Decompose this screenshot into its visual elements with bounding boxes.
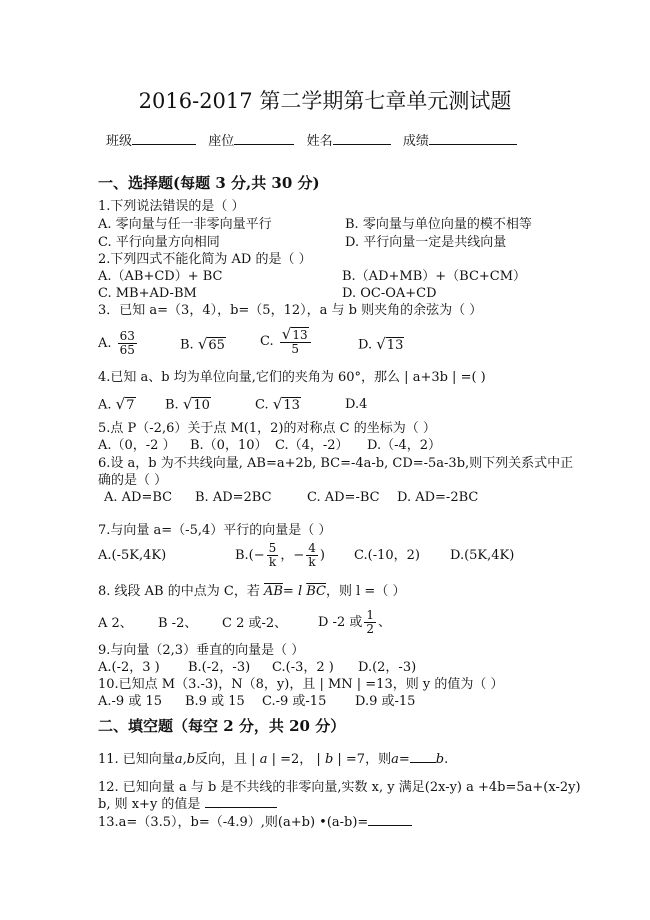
q9-option-d: D.(2，-3) (358, 660, 417, 675)
q2-stem: 2.下列四式不能化简为 AD 的是（ ） (98, 252, 312, 267)
q8-option-a: A 2、 (98, 616, 133, 631)
q10-option-a: A.-9 或 15 (98, 694, 162, 709)
student-info-row (106, 130, 517, 149)
seat-label: 座位 (208, 134, 235, 149)
q9-option-c: C.(-3，2 ) (272, 660, 334, 675)
section-heading-choice: 一、选择题(每题 3 分,共 30 分) (98, 174, 320, 192)
q2-option-c: C. MB+AD-BM (98, 286, 197, 301)
q2-option-d: D. OC-OA+CD (342, 286, 437, 301)
q5-option-b: B.（0，10） (190, 438, 268, 453)
sqrt-symbol: √13 (376, 335, 404, 353)
q5-option-d: D.（-4，2） (367, 438, 442, 453)
q12-line1: 12. 已知向量 a 与 b 是不共线的非零向量,实数 x, y 满足(2x-y) a +4b=5a+(x-2y) (98, 780, 581, 795)
q8-option-b: B -2、 (158, 616, 198, 631)
q3-option-c: C. $\frac{√13}{5}$ (260, 326, 313, 358)
q7-option-d: D.(5K,4K) (450, 548, 515, 563)
q1-option-d: D. 平行向量一定是共线向量 (345, 235, 507, 250)
q7-option-a: A.(-5K,4K) (98, 548, 167, 563)
q10-stem: 10.已知点 M（3.-3)，N（8，y)，且 | MN | =13，则 y 的值为（ ） (98, 677, 504, 692)
section-heading-fill: 二、填空题（每空 2 分，共 20 分） (98, 717, 346, 735)
q3-option-d: D. √13 (358, 335, 404, 353)
q2-option-a: A.（AB+CD）+ BC (98, 269, 223, 284)
q1-option-c: C. 平行向量方向相同 (98, 235, 220, 250)
page-title: 2016-2017 第二学期第七章单元测试题 (138, 89, 512, 113)
name-blank[interactable] (333, 144, 391, 145)
q11-text: 11. 已知向量a,b反向，且 | a | =2， | b | =7，则a= b. (98, 752, 449, 767)
q4-option-b: B. √10 (165, 395, 210, 413)
vector-ab: $\overline{AB}$ (263, 584, 283, 599)
score-blank[interactable] (429, 144, 517, 145)
q6-option-c: C. AD=-BC (307, 490, 380, 505)
q6-option-b: B. AD=2BC (195, 490, 272, 505)
q1-option-a: A. 零向量与任一非零向量平行 (98, 217, 272, 232)
seat-blank[interactable] (234, 144, 294, 145)
q1-option-b: B. 零向量与单位向量的模不相等 (345, 217, 532, 232)
score-label: 成绩 (402, 134, 429, 149)
q7-stem: 7.与向量 a=（-5,4）平行的向量是（ ） (98, 523, 332, 538)
q7-option-c: C.(-10，2) (354, 548, 420, 563)
q12-line2: b, 则 x+y 的值是 (98, 797, 277, 813)
fraction: $\frac{63}{65}$ (119, 329, 135, 357)
q4-option-a: A. √7 (98, 395, 135, 413)
q2-option-b: B.（AD+MB）+（BC+CM） (342, 269, 527, 284)
q5-stem: 5.点 P（-2,6）关于点 M(1，2)的对称点 C 的坐标为（ ） (98, 421, 436, 436)
q6-option-d: D. AD=-2BC (397, 490, 479, 505)
class-blank[interactable] (132, 144, 196, 145)
q1-stem: 1.下列说法错误的是（ ） (98, 199, 245, 214)
q3-stem: 3．已知 a=（3，4），b=（5，12），a 与 b 则夹角的余弦为（ ） (98, 303, 483, 318)
q7-option-b: B.(− $\frac{5}{k}$ ，− $\frac{4}{k}$ ) (235, 541, 325, 569)
q8-option-d: D -2 或 $\frac{1}{2}$ 、 (318, 608, 392, 636)
q6-option-a: A. AD=BC (104, 490, 173, 505)
q4-option-c: C. √13 (255, 395, 300, 413)
q8-stem: 8. 线段 AB 的中点为 C，若 $\overline{AB}= l$ $\overline{BC}$，则 l =（ ） (98, 584, 406, 599)
q4-stem: 4.已知 a、b 均为单位向量,它们的夹角为 60°，那么 | a+3b | =( ) (98, 370, 486, 385)
q3-option-a: A. $\frac{63}{65}$ (98, 329, 135, 357)
q5-option-c: C.（4，-2） (275, 438, 349, 453)
sqrt-symbol: √65 (197, 335, 225, 353)
q11-answer-blank[interactable] (410, 762, 436, 763)
q6-stem-line2: 确的是（ ） (98, 473, 168, 488)
name-label: 姓名 (306, 134, 333, 149)
q13-text: 13.a=（3.5），b=（-4.9）,则(a+b) •(a-b)= (98, 815, 412, 831)
q4-option-d: D.4 (345, 397, 368, 412)
q5-option-a: A.（0，-2 ） (98, 438, 176, 453)
vector-bc: $\overline{BC}$ (306, 584, 326, 599)
class-label: 班级 (106, 134, 133, 149)
q8-option-c: C 2 或-2、 (222, 616, 288, 631)
q12-answer-blank[interactable] (205, 807, 277, 808)
q10-option-d: D.9 或-15 (355, 694, 416, 709)
q6-stem-line1: 6.设 a，b 为不共线向量, AB=a+2b, BC=-4a-b, CD=-5a-3b,则下列关系式中正 (98, 456, 574, 471)
q10-option-c: C.-9 或-15 (262, 694, 327, 709)
q9-stem: 9.与向量（2,3）垂直的向量是（ ） (98, 643, 305, 658)
fraction: $\frac{√13}{5}$ (280, 328, 311, 356)
q9-option-b: B.(-2，-3) (188, 660, 251, 675)
q3-option-b: B. √65 (180, 335, 225, 353)
q13-answer-blank[interactable] (368, 825, 412, 826)
q9-option-a: A.(-2，3 ) (98, 660, 160, 675)
q10-option-b: B.9 或 15 (185, 694, 245, 709)
